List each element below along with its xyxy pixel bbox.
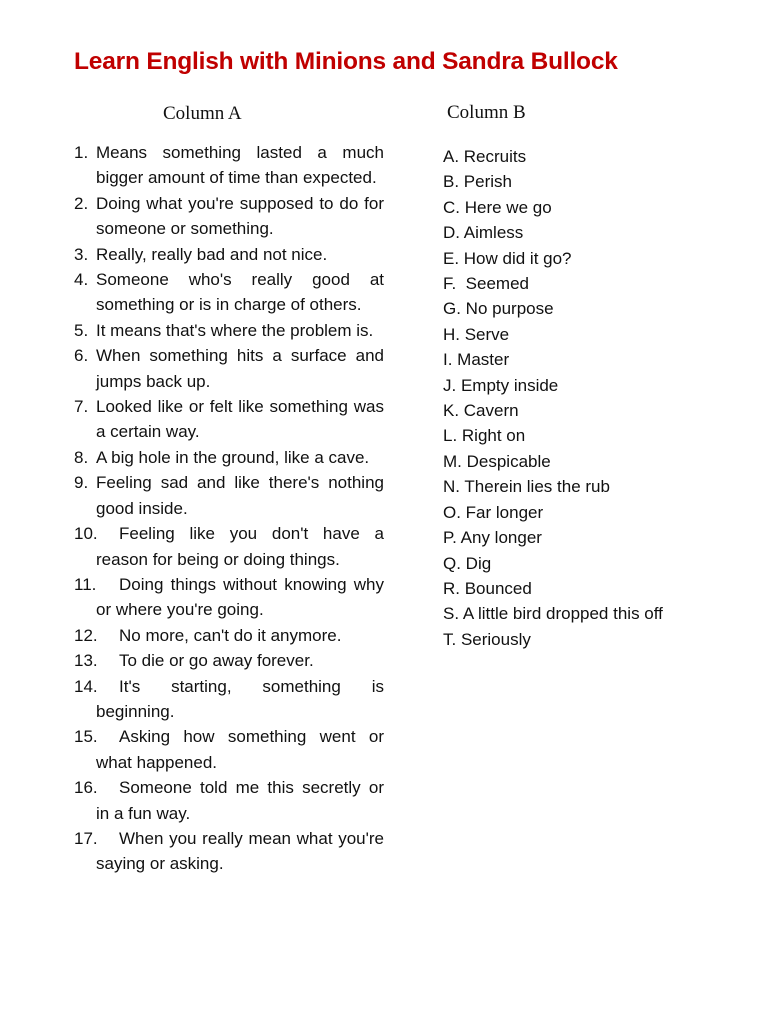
item-number: 12. <box>74 625 98 645</box>
column-a-list <box>74 140 384 877</box>
item-number: 1. <box>74 143 89 162</box>
definition-item <box>74 521 384 572</box>
definition-item <box>74 394 384 445</box>
item-number: 17. <box>74 828 98 848</box>
item-text: It's starting, something is beginning. <box>96 676 384 721</box>
item-number: 4. <box>74 270 89 290</box>
item-text: When something hits a surface and jumps back up. <box>96 346 384 391</box>
item-text: Doing what you're supposed to do for someone or something. <box>96 193 384 239</box>
definition-item <box>74 648 384 673</box>
answer-item: D. Aimless <box>443 223 524 243</box>
column-a-heading: Column A <box>163 103 242 124</box>
answer-item: P. Any longer <box>443 528 542 548</box>
item-text: It means that's where the problem is. <box>96 320 374 340</box>
column-b-list <box>443 144 663 652</box>
answer-item: F. Seemed <box>443 274 529 294</box>
definition-item <box>74 572 384 623</box>
definition-item <box>74 318 384 343</box>
item-number: 8. <box>74 447 89 467</box>
answer-item: H. Serve <box>443 324 510 344</box>
answer-item: A. Recruits <box>443 147 527 166</box>
item-text: Means something lasted a much bigger amount of time than expected. <box>96 143 384 188</box>
definition-item <box>74 826 384 877</box>
answer-item: L. Right on <box>443 426 526 446</box>
answer-item: G. No purpose <box>443 299 554 319</box>
item-text: A big hole in the ground, like a cave. <box>96 447 370 467</box>
page-title: Learn English with Minions and Sandra Bullock <box>74 48 618 75</box>
item-number: 2. <box>74 193 89 213</box>
item-number: 15. <box>74 727 98 747</box>
answer-item: S. A little bird dropped this off <box>443 604 663 624</box>
item-number: 7. <box>74 397 89 417</box>
item-text: No more, can't do it anymore. <box>119 625 342 645</box>
definition-item <box>74 470 384 521</box>
item-number: 3. <box>74 244 89 264</box>
definition-item <box>74 775 384 826</box>
definition-item <box>74 343 384 394</box>
item-text: Someone who's really good at something or is in charge of others. <box>96 270 384 315</box>
definition-item <box>74 267 384 318</box>
answer-item: Q. Dig <box>443 553 492 573</box>
answer-item: K. Cavern <box>443 401 519 421</box>
item-text: Someone told me this secretly or in a fun way. <box>96 778 384 823</box>
definition-item <box>74 623 384 648</box>
answer-item: R. Bounced <box>443 578 532 598</box>
item-text: When you really mean what you're saying or asking. <box>96 828 384 874</box>
item-text: Looked like or felt like something was a certain way. <box>96 397 384 442</box>
item-text: Asking how something went or what happened. <box>96 727 384 772</box>
answer-item: I. Master <box>443 350 510 370</box>
answer-item: M. Despicable <box>443 451 551 471</box>
answer-item: C. Here we go <box>443 197 552 217</box>
item-number: 9. <box>74 473 89 493</box>
item-text: Feeling sad and like there's nothing good inside. <box>96 473 384 518</box>
item-number: 14. <box>74 676 98 696</box>
item-number: 11. <box>74 574 97 594</box>
answer-item: N. Therein lies the rub <box>443 477 610 497</box>
item-text: Really, really bad and not nice. <box>96 244 328 264</box>
item-text: Doing things without knowing why or where you're going. <box>96 574 384 620</box>
definition-item <box>74 140 384 191</box>
definition-item <box>74 191 384 242</box>
column-b-heading: Column B <box>447 102 526 123</box>
item-number: 13. <box>74 651 98 671</box>
definition-item <box>74 674 384 725</box>
item-text: Feeling like you don't have a reason for being or doing things. <box>96 524 384 569</box>
definition-item <box>74 724 384 775</box>
answer-item: O. Far longer <box>443 502 544 522</box>
definition-item <box>74 445 384 470</box>
item-text: To die or go away forever. <box>119 651 314 671</box>
answer-item: T. Seriously <box>443 629 531 649</box>
item-number: 5. <box>74 320 89 340</box>
item-number: 10. <box>74 524 98 544</box>
definition-item <box>74 242 384 267</box>
item-number: 6. <box>74 346 89 366</box>
answer-item: J. Empty inside <box>443 375 559 395</box>
answer-item: B. Perish <box>443 172 512 192</box>
answer-item: E. How did it go? <box>443 248 572 268</box>
item-number: 16. <box>74 778 98 798</box>
